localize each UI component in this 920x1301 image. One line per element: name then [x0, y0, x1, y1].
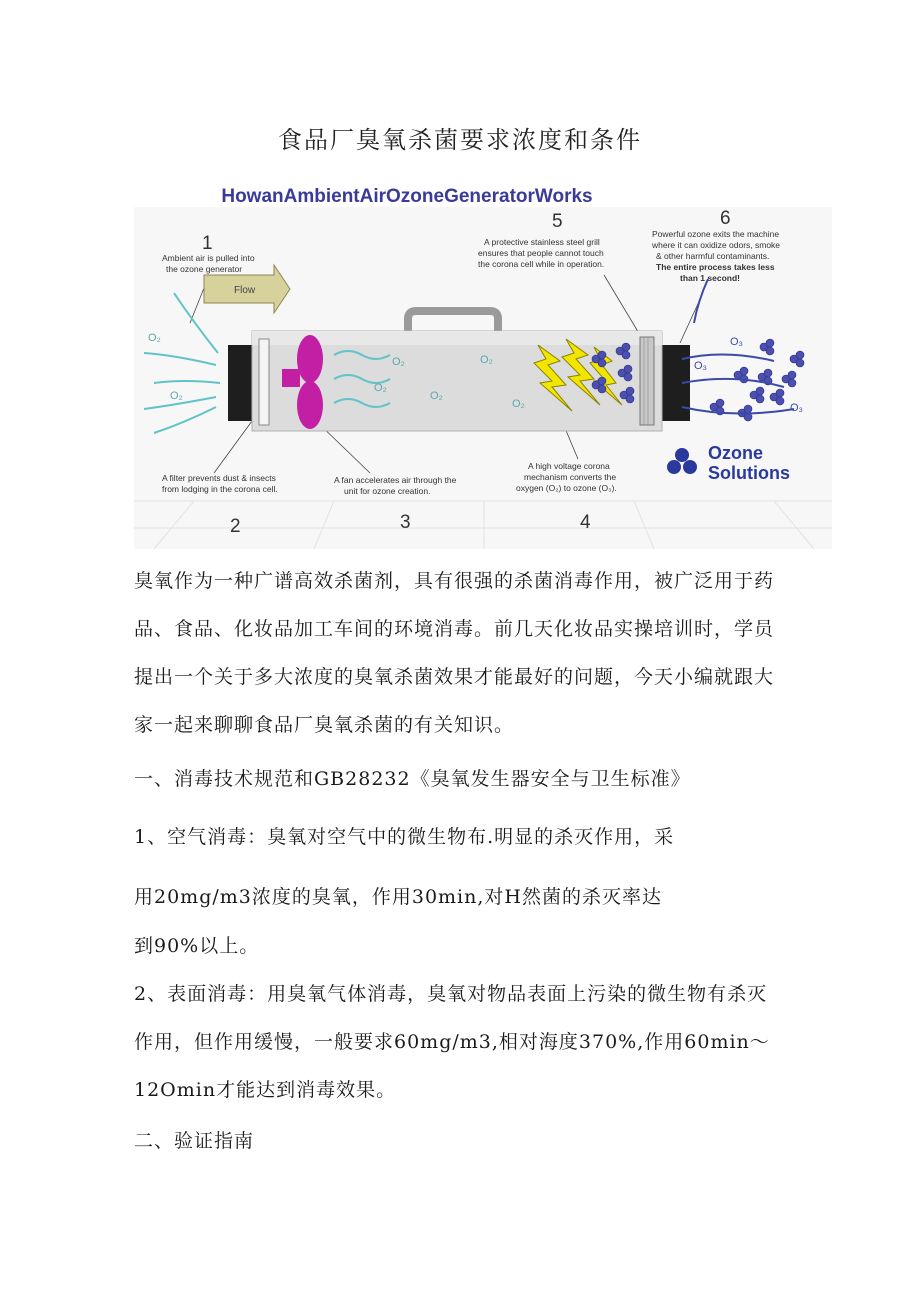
- svg-text:Ozone: Ozone: [708, 443, 764, 463]
- intro-line: 品、食品、化妆品加工车间的环境消毒。前几天化妆品实操培训时，学员: [134, 618, 775, 640]
- step-3-number: 3: [400, 512, 411, 533]
- item-1-line-3: 到90%以上。: [134, 935, 260, 957]
- svg-text:O₂: O₂: [512, 398, 525, 410]
- step-5-caption: A protective stainless steel grill ensures that people cannot touch the corona cell while in operation.: [478, 237, 605, 269]
- step-6-number: 6: [720, 208, 731, 229]
- item-1-line-1: 1、空气消毒：臭氧对空气中的微生物布.明显的杀灭作用，采: [134, 826, 675, 848]
- intro-line: 家一起来聊聊食品厂臭氧杀菌的有关知识。: [134, 714, 515, 736]
- svg-text:Flow: Flow: [234, 285, 256, 296]
- intro-line: 臭氧作为一种广谱高效杀菌剂，具有很强的杀菌消毒作用，被广泛用于药: [134, 570, 775, 592]
- svg-text:O₃: O₃: [730, 336, 744, 348]
- step-4-caption: A high voltage corona mechanism converts the oxygen (O₂) to ozone (O₃).: [516, 461, 617, 493]
- svg-text:O₂: O₂: [170, 390, 183, 402]
- step-2-number: 2: [230, 516, 241, 537]
- svg-text:O₂: O₂: [374, 382, 387, 394]
- item-2-line-2: 作用，但作用缓慢，一般要求60mg∕m3,相对海度370%,作用60min〜: [134, 1031, 770, 1053]
- ozone-generator-diagram: [134, 183, 832, 549]
- step-6-caption: Powerful ozone exits the machine where it can oxidize odors, smoke & other harmful contaminants. The entire process takes less than 1 second!: [652, 229, 781, 283]
- step-1-number: 1: [202, 233, 213, 254]
- svg-text:O₂: O₂: [430, 390, 443, 402]
- section-2-heading: 二、验证指南: [134, 1130, 255, 1152]
- intro-paragraph: [134, 557, 794, 749]
- svg-text:Solutions: Solutions: [708, 463, 790, 483]
- svg-text:O₃: O₃: [790, 402, 804, 414]
- svg-text:O₃: O₃: [694, 360, 708, 372]
- item-1-line-2: 用20mg∕m3浓度的臭氧，作用30min,对H然菌的杀灭率达: [134, 886, 662, 908]
- step-3-caption: A fan accelerates air through the unit for ozone creation.: [334, 475, 457, 496]
- step-4-number: 4: [580, 512, 591, 533]
- item-2-line-3: 12Omin才能达到消毒效果。: [134, 1079, 397, 1101]
- item-2-line-1: 2、表面消毒：用臭氧气体消毒，臭氧对物品表面上污染的微生物有杀灭: [134, 983, 768, 1005]
- svg-text:O₂: O₂: [148, 332, 161, 344]
- step-1-caption: Ambient air is pulled into the ozone generator: [162, 253, 255, 274]
- intro-line: 提出一个关于多大浓度的臭氧杀菌效果才能最好的问题，今天小编就跟大: [134, 666, 775, 688]
- section-1-heading: 一、消毒技术规范和GB28232《臭氧发生器安全与卫生标准》: [134, 768, 691, 790]
- figure-title: HowanAmbientAirOzoneGeneratorWorks: [221, 186, 593, 207]
- step-2-caption: A filter prevents dust & insects from lodging in the corona cell.: [162, 473, 278, 494]
- step-5-number: 5: [552, 211, 563, 232]
- svg-text:O₂: O₂: [392, 356, 405, 368]
- page-title: 食品厂臭氧杀菌要求浓度和条件: [278, 126, 642, 154]
- svg-text:O₂: O₂: [480, 354, 493, 366]
